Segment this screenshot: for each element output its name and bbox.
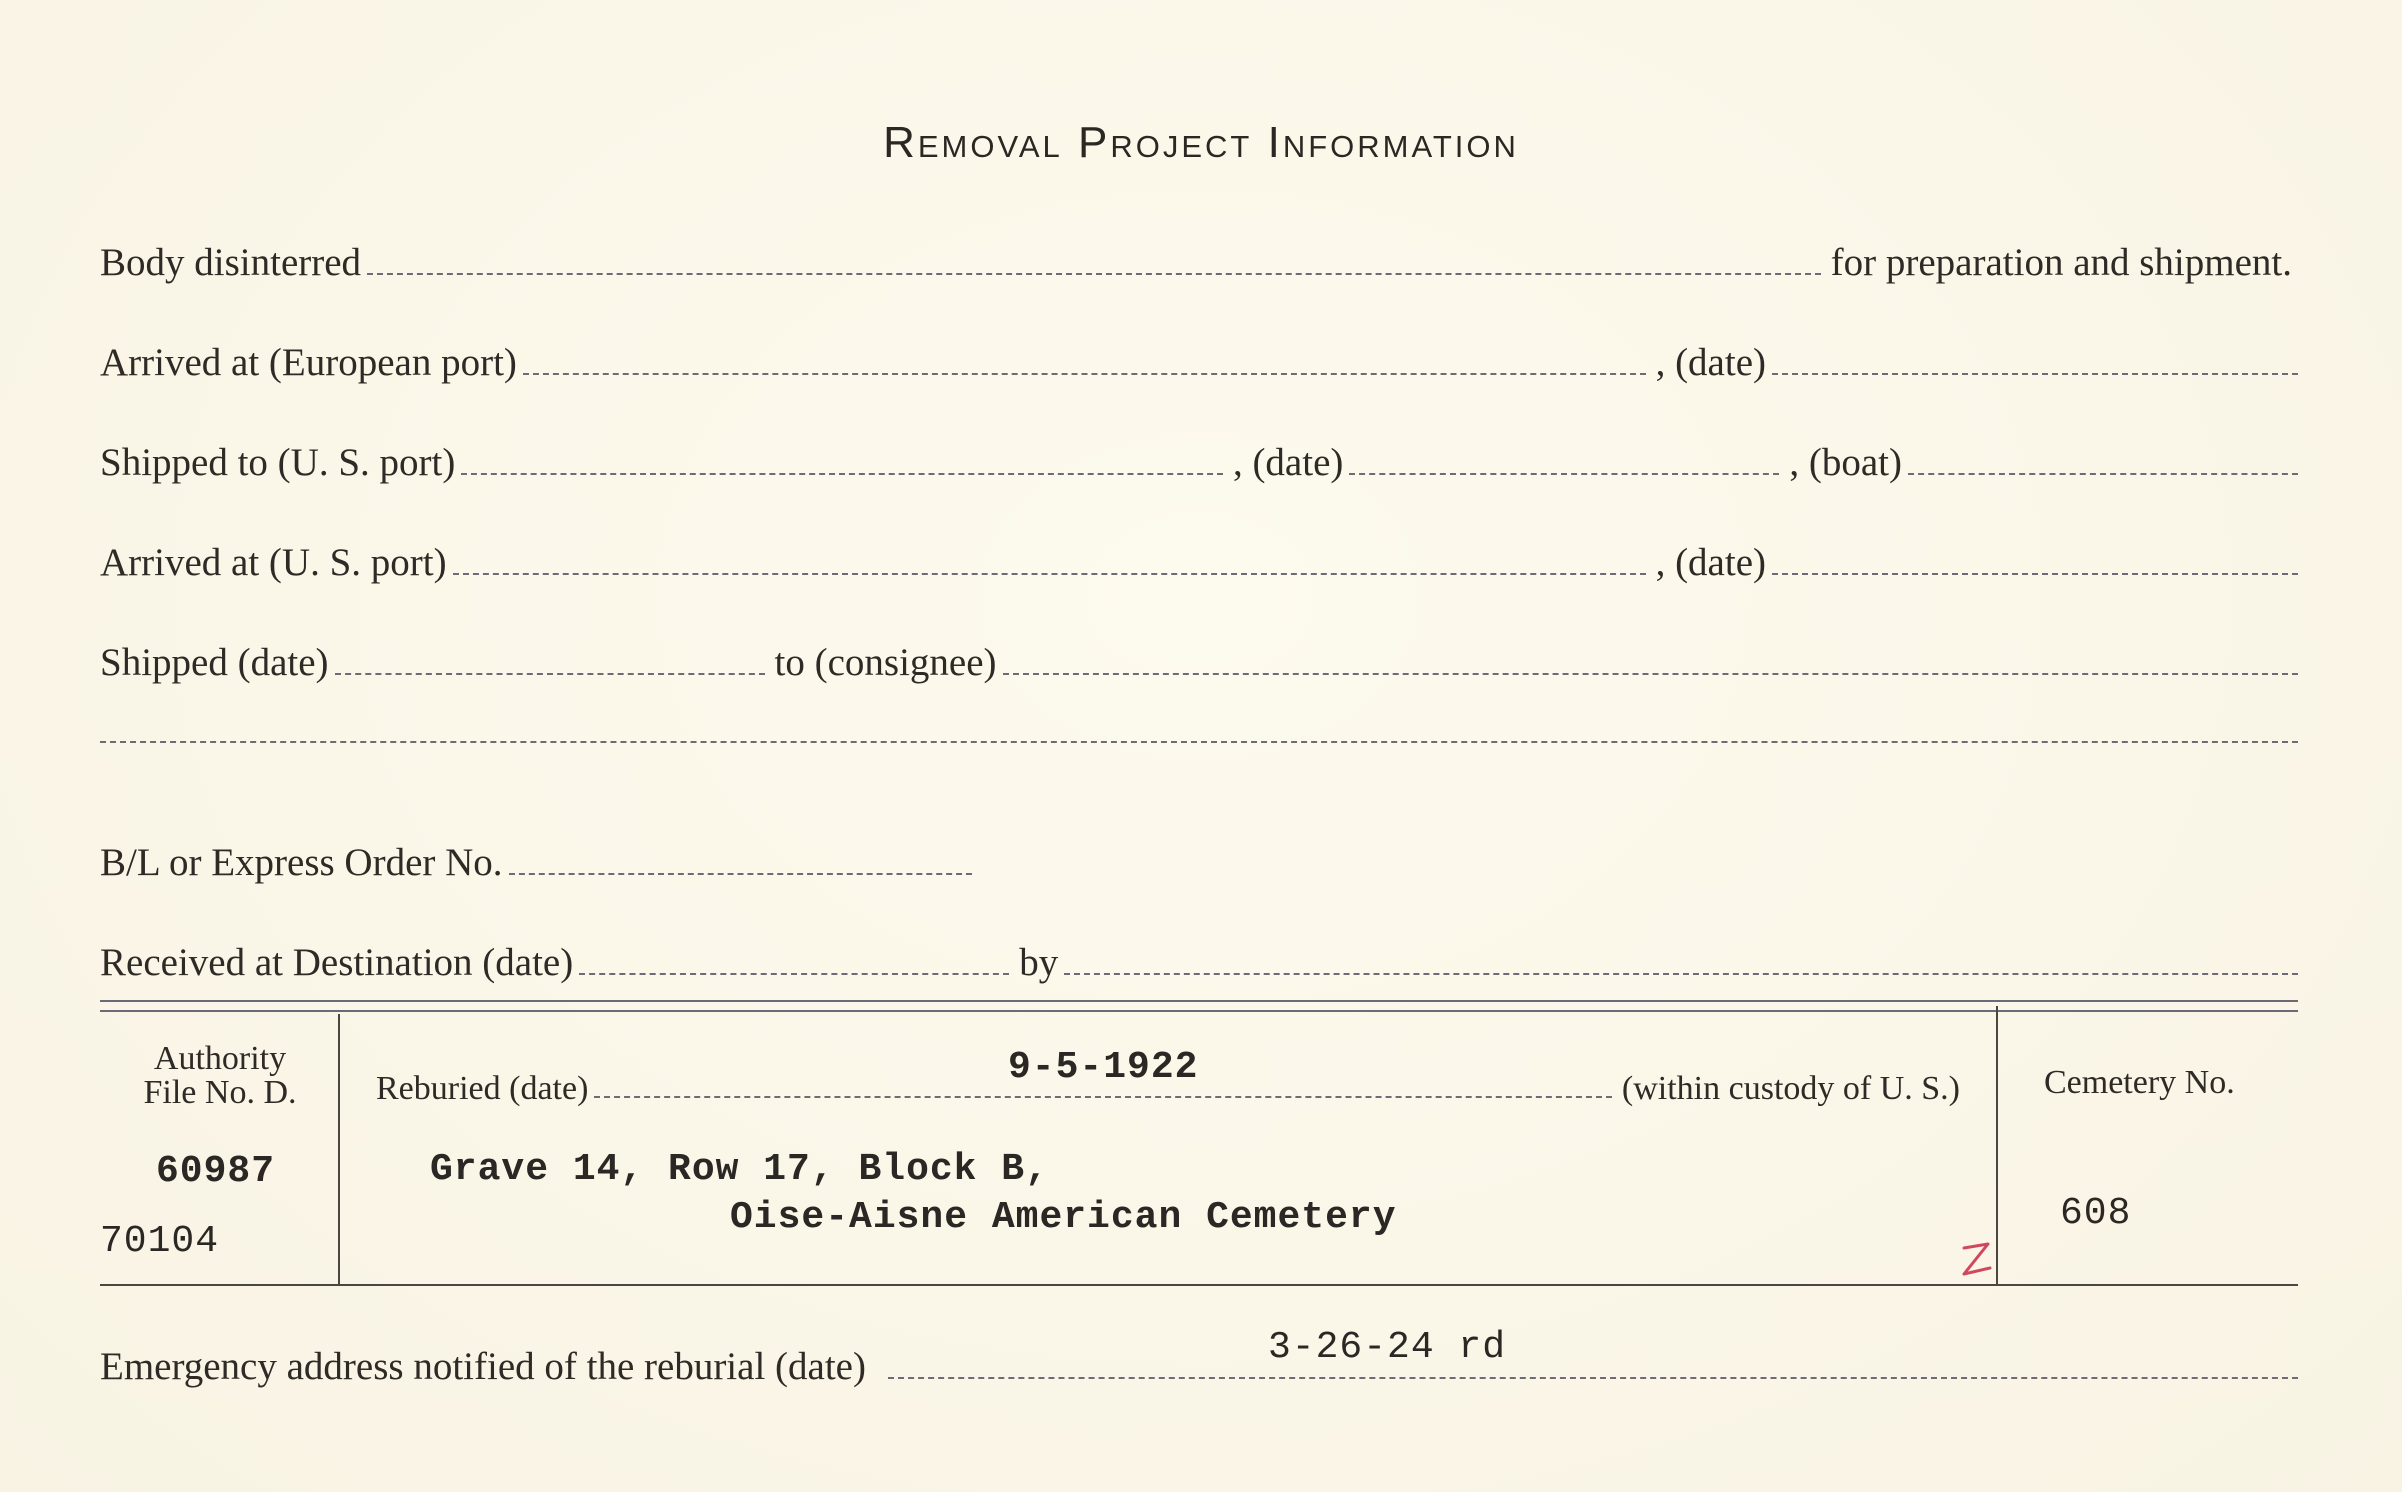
received-destination-label: Received at Destination (date) xyxy=(100,941,574,984)
date-label-3: , (date) xyxy=(1655,541,1766,584)
authority-label: Authority xyxy=(153,1040,287,1077)
arrived-us-port-field[interactable] xyxy=(453,572,1646,575)
row-consignee-continued xyxy=(100,740,2298,743)
emergency-date-value: 3-26-24 rd xyxy=(1268,1326,1507,1369)
row-shipped-us-port xyxy=(100,440,2298,485)
arrived-us-port-label: Arrived at (U. S. port) xyxy=(100,541,447,584)
file-no-value-1: 60987 xyxy=(156,1150,276,1193)
shipped-us-port-label: Shipped to (U. S. port) xyxy=(100,441,456,484)
received-date-field[interactable] xyxy=(579,972,1009,975)
row-shipped-consignee xyxy=(100,640,2298,685)
authority-header xyxy=(110,1042,330,1110)
arrived-us-date-field[interactable] xyxy=(1772,572,2298,575)
date-label-1: , (date) xyxy=(1655,341,1766,384)
reburied-date-field[interactable] xyxy=(594,1095,1612,1098)
for-preparation-label: for preparation and shipment. xyxy=(1830,241,2292,284)
bl-express-field[interactable] xyxy=(509,872,972,875)
page-title: Removal Project Information xyxy=(883,118,1519,167)
received-by-field[interactable] xyxy=(1064,972,2298,975)
emergency-label: Emergency address notified of the reburial (date) xyxy=(100,1345,866,1388)
row-arrived-us-port xyxy=(100,540,2298,585)
divider-top-1 xyxy=(100,1000,2298,1002)
body-disinterred-label: Body disinterred xyxy=(100,241,362,284)
row-bl-express xyxy=(100,840,972,885)
shipped-date-field[interactable] xyxy=(1349,472,1779,475)
row-received-destination xyxy=(100,940,2298,985)
divider-top-2 xyxy=(100,1010,2298,1012)
check-mark-icon xyxy=(1958,1238,2002,1282)
row-emergency xyxy=(100,1344,2298,1389)
us-port-field[interactable] xyxy=(461,472,1223,475)
boat-label: , (boat) xyxy=(1789,441,1902,484)
grave-location-line1: Grave 14, Row 17, Block B, xyxy=(430,1148,1049,1191)
cemetery-no-label: Cemetery No. xyxy=(2044,1064,2235,1101)
shipped-date-value-field[interactable] xyxy=(335,672,765,675)
cemetery-no-value: 608 xyxy=(2060,1192,2132,1235)
row-body-disinterred xyxy=(100,240,2298,285)
consignee-field[interactable] xyxy=(1003,672,2298,675)
european-port-field[interactable] xyxy=(523,372,1646,375)
file-no-value-2: 70104 xyxy=(100,1220,220,1263)
divider-vertical-left xyxy=(338,1014,340,1286)
divider-bottom xyxy=(100,1284,2298,1286)
bl-express-label: B/L or Express Order No. xyxy=(100,841,503,884)
file-no-label: File No. D. xyxy=(143,1074,297,1111)
arrived-european-label: Arrived at (European port) xyxy=(100,341,517,384)
european-date-field[interactable] xyxy=(1772,372,2298,375)
emergency-date-field[interactable] xyxy=(888,1376,2298,1379)
consignee-continued-field[interactable] xyxy=(100,740,2298,743)
shipped-date-label: Shipped (date) xyxy=(100,641,329,684)
custody-label: (within custody of U. S.) xyxy=(1621,1070,1960,1107)
grave-location-line2: Oise-Aisne American Cemetery xyxy=(730,1196,1397,1239)
row-arrived-european xyxy=(100,340,2298,385)
to-consignee-label: to (consignee) xyxy=(774,641,997,684)
body-disinterred-field[interactable] xyxy=(367,272,1821,275)
date-label-2: , (date) xyxy=(1232,441,1344,484)
by-label: by xyxy=(1019,941,1059,984)
boat-field[interactable] xyxy=(1908,472,2298,475)
reburied-date-label: Reburied (date) xyxy=(376,1070,589,1107)
reburied-date-value: 9-5-1922 xyxy=(1008,1046,1199,1089)
